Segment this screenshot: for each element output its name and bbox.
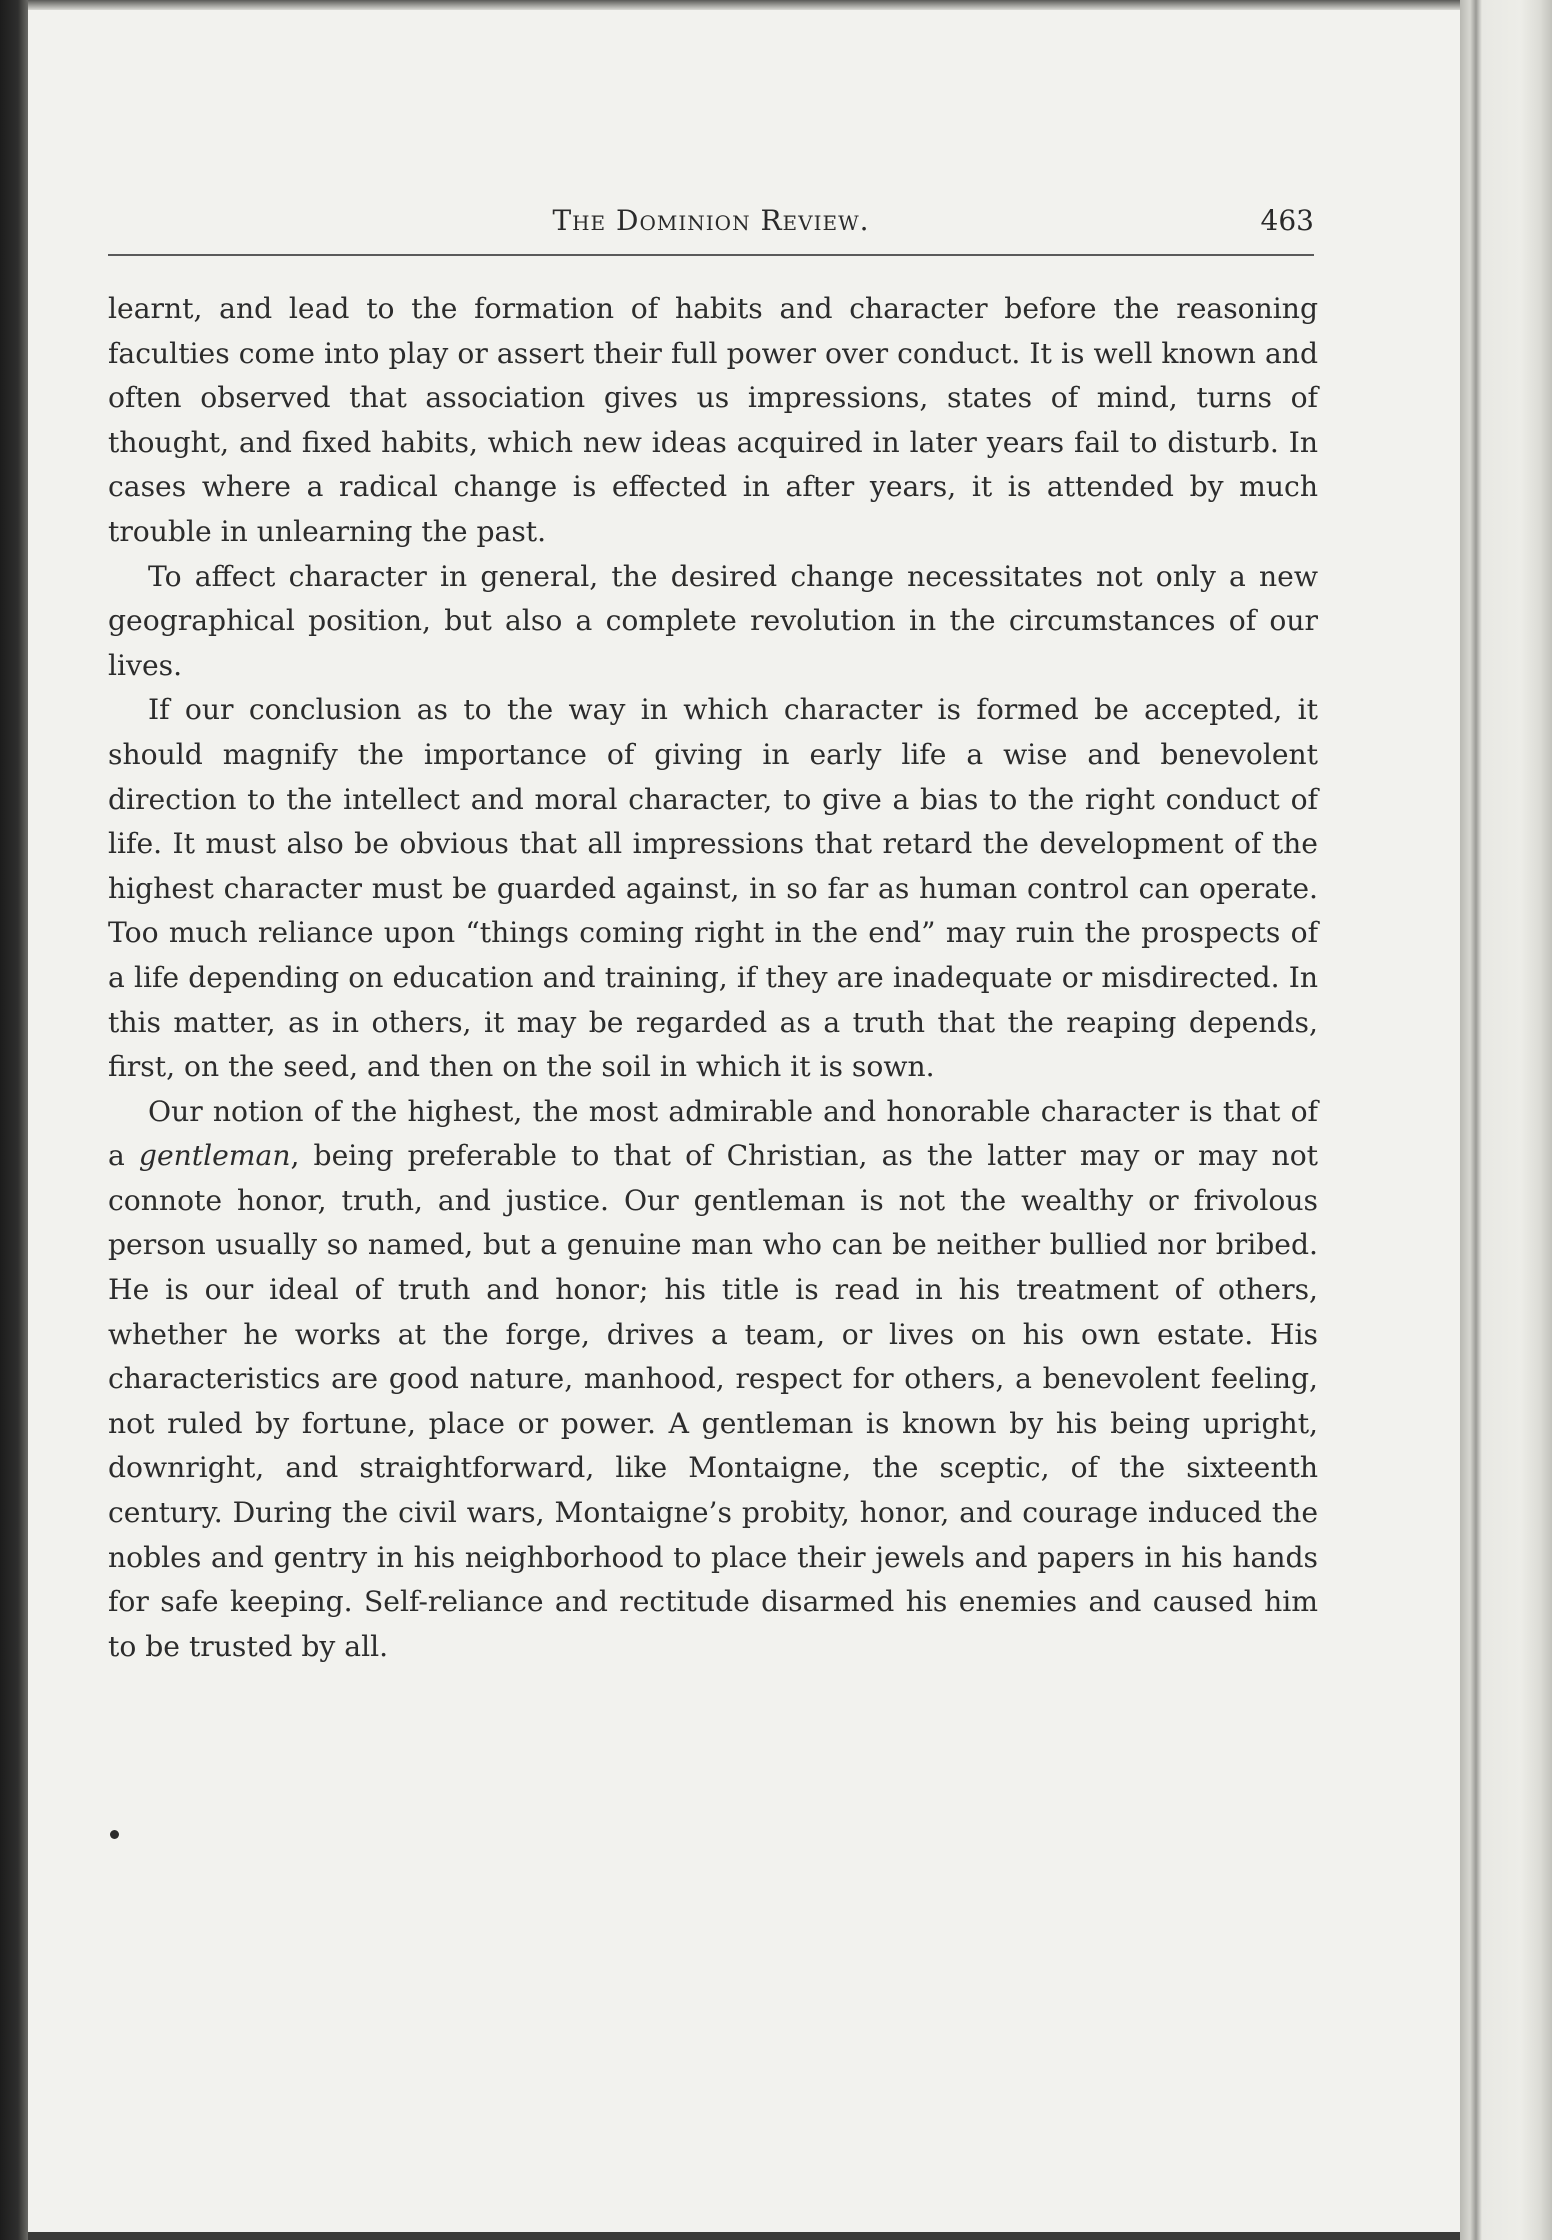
italic-gentleman: gentleman [138,1139,291,1173]
running-title: The Dominion Review. [552,204,870,237]
paragraph-3: If our conclusion as to the way in which character is formed be accepted, it should magnify the importance of giving in early life a wise and benevolent direction to the intellect and moral character, to give a bias to the right conduct of life. It must also be obvious that all impressions that retard the development of the highest character must be guarded against, in so far as human control can operate. Too much reliance upon “things coming right in the end” may ruin the prospects of a life depending on education and training, if they are inadequate or misdirected. In this matter, as in others, it may be regarded as a truth that the reaping depends, first, on the seed, and then on the soil in which it is sown. [108,693,1318,1084]
paragraph-2: To affect character in general, the desired change necessitates not only a new geographical position, but also a complete revolution in the circumstances of our lives. [108,559,1318,682]
paragraph-4-part-2: , being preferable to that of Christian, as the latter may or may not connote honor, truth, and justice. Our gentleman is not the wealthy or frivolous person usually so named, but a genuine man who can be neither bullied nor bribed. He is our ideal of truth and honor; his title is read in his treatment of others, whether he works at the forge, drives a team, or lives on his own estate. His characteristics are good nature, manhood, respect for others, a benevolent feeling, not ruled by fortune, place or power. A gentleman is known by his being upright, downright, and straightforward, like Montaigne, the sceptic, of the sixteenth century. During the civil wars, Montaigne’s probity, honor, and courage induced the nobles and gentry in his neighborhood to place their jewels and papers in his hands for safe keeping. Self-reliance and rectitude disarmed his enemies and caused him to be trusted by all. [108,1139,1319,1663]
running-head [108,196,1314,244]
paragraph-4 [108,1090,1318,1670]
page-top-edge [28,0,1460,10]
header-rule [108,254,1314,256]
body-text [108,287,1318,1669]
book-spine-shadow [0,0,28,2240]
paragraph-1: learnt, and lead to the formation of habits and character before the reasoning faculties come into play or assert their full power over conduct. It is well known and often observed that association gives us impressions, states of mind, turns of thought, and fixed habits, which new ideas acquired in later years fail to disturb. In cases where a radical change is effected in after years, it is attended by much trouble in unlearning the past. [108,292,1318,548]
stray-dot-mark [110,1830,119,1839]
page-fore-edge [1460,0,1552,2240]
paragraph-4-part-1: Our notion of the highest, the most admirable and honorable character is that of a [108,1094,1318,1173]
page-number: 463 [1260,204,1314,237]
